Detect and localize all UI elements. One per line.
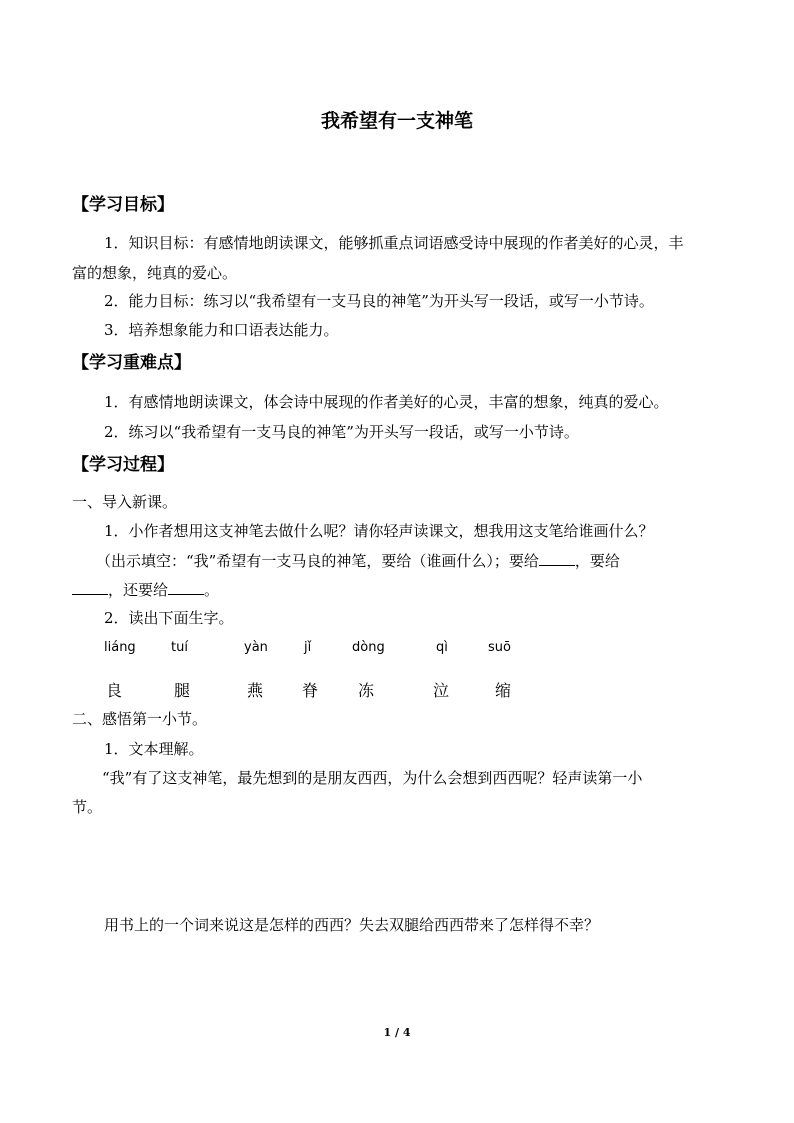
goals-heading: 【学习目标】	[72, 195, 174, 215]
part-2-question-1: 1．文本理解。	[104, 740, 204, 758]
fill-text-b: ，要给	[574, 552, 620, 570]
goal-2: 2．能力目标：练习以“我希望有一支马良的神笔”为开头写一段话，或写一小节诗。	[104, 292, 654, 310]
pinyin-5: dòng	[352, 640, 385, 655]
pinyin-4: jǐ	[304, 640, 312, 655]
goal-3: 3．培养想象能力和口语表达能力。	[104, 321, 339, 339]
fill-in-line-2	[72, 579, 219, 600]
pinyin-3: yàn	[244, 640, 268, 655]
pinyin-6: qì	[436, 640, 448, 655]
char-4: 脊	[302, 681, 319, 700]
char-7: 缩	[495, 681, 512, 700]
paragraph-1-line-1: “我”有了这支神笔，最先想到的是朋友西西，为什么会想到西西呢？轻声读第一小	[102, 769, 643, 787]
fill-in-line-1	[96, 550, 620, 571]
pinyin-2: tuí	[171, 640, 188, 655]
char-1: 良	[106, 681, 123, 700]
fill-blank-2[interactable]	[72, 580, 108, 595]
key-point-2: 2．练习以“我希望有一支马良的神笔”为开头写一段话，或写一小节诗。	[104, 423, 579, 441]
key-point-1: 1．有感情地朗读课文，体会诗中展现的作者美好的心灵，丰富的想象，纯真的爱心。	[104, 393, 669, 411]
question-text: 用书上的一个词来说这是怎样的西西？失去双腿给西西带来了怎样得不幸？	[104, 916, 600, 934]
char-6: 泣	[433, 681, 450, 700]
char-2: 腿	[174, 681, 191, 700]
goal-1-line-2: 富的想象，纯真的爱心。	[72, 264, 238, 282]
part-1-question-2: 2．读出下面生字。	[104, 609, 234, 627]
process-heading: 【学习过程】	[72, 455, 174, 475]
page-number: 1 / 4	[383, 1026, 411, 1039]
key-points-heading: 【学习重难点】	[72, 353, 191, 373]
part-2-heading: 二、感悟第一小节。	[72, 710, 208, 728]
paragraph-1-line-2: 节。	[72, 798, 103, 816]
fill-text-a: （出示填空：“我”希望有一支马良的神笔，要给（谁画什么）；要给	[96, 552, 539, 570]
fill-blank-1[interactable]	[539, 551, 575, 566]
part-1-question-1: 1．小作者想用这支神笔去做什么呢？请你轻声读课文，想我用这支笔给谁画什么？	[104, 522, 654, 540]
page-title: 我希望有一支神笔	[320, 110, 473, 132]
fill-text-c: ，还要给	[108, 581, 169, 599]
char-3: 燕	[247, 681, 264, 700]
pinyin-7: suō	[488, 640, 511, 655]
fill-blank-3[interactable]	[168, 580, 204, 595]
goal-1-line-1: 1．知识目标：有感情地朗读课文，能够抓重点词语感受诗中展现的作者美好的心灵，丰	[104, 234, 684, 252]
pinyin-1: liáng	[104, 640, 136, 655]
char-5: 冻	[358, 681, 375, 700]
part-1-heading: 一、导入新课。	[72, 493, 178, 511]
fill-text-d: 。	[204, 581, 220, 599]
